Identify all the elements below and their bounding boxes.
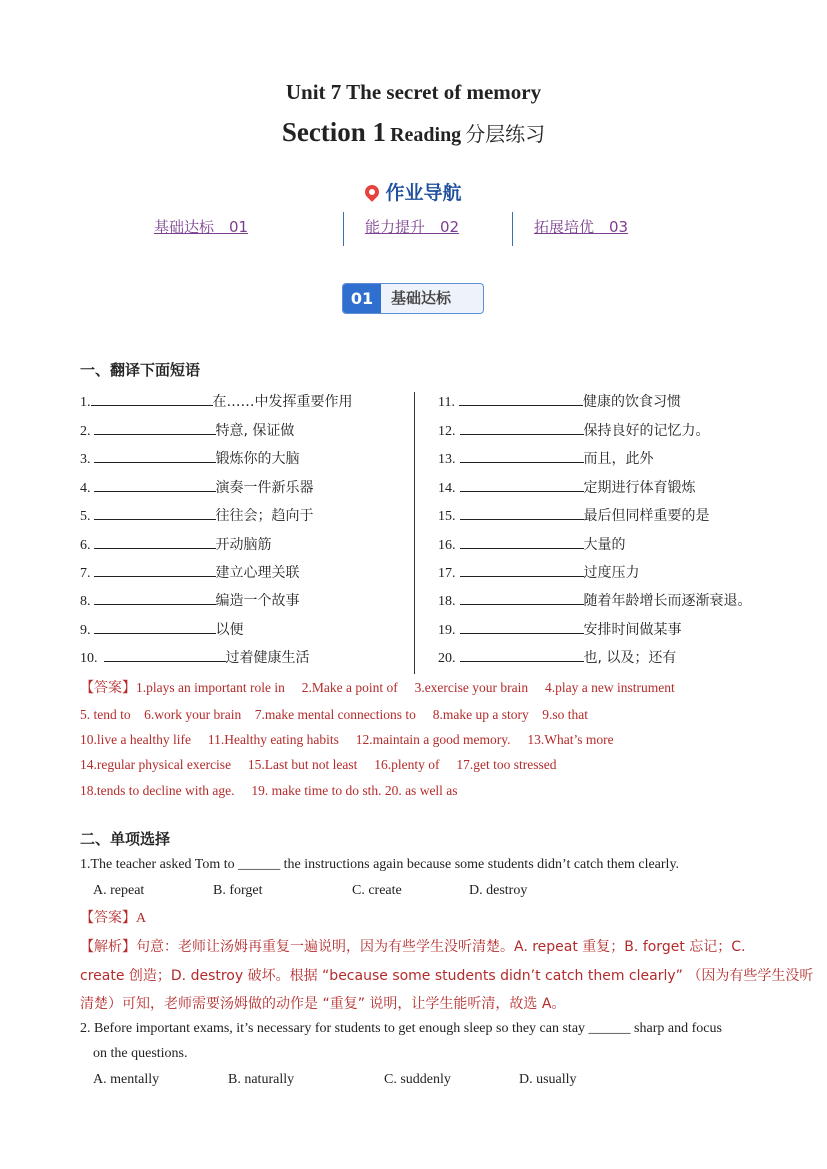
location-pin-icon xyxy=(363,182,383,202)
phrase-item: 18. 随着年龄增长而逐渐衰退。 xyxy=(438,590,752,610)
q1-analysis-line: 清楚）可知，老师需要汤姆做的动作是 “重复” 说明，让学生能听清，故选 A。 xyxy=(80,996,566,1012)
phrase-item: 13. 而且，此外 xyxy=(438,448,654,468)
answer-blank[interactable] xyxy=(94,562,216,577)
phrase-item: 8. 编造一个故事 xyxy=(80,590,300,610)
phrase-item: 5. 往往会；趋向于 xyxy=(80,505,314,525)
nav-divider xyxy=(343,212,344,246)
question-2-stem-cont: on the questions. xyxy=(93,1046,188,1061)
section-number: Section 1 xyxy=(281,117,387,147)
answer-blank[interactable] xyxy=(104,647,226,662)
answer-blank[interactable] xyxy=(94,619,216,634)
answer-line: 【答案】1.plays an important role in 2.Make a point of 3.exercise your brain 4.play a new instrument xyxy=(80,680,675,696)
answer-line: 5. tend to 6.work your brain 7.make mental connections to 8.make up a story 9.so that xyxy=(80,707,589,722)
analysis-tag: 【解析】 xyxy=(80,939,136,955)
answer-blank[interactable] xyxy=(94,505,216,520)
answer-blank[interactable] xyxy=(460,505,584,520)
part1-heading: 一、翻译下面短语 xyxy=(80,361,201,379)
answer-line: 10.live a healthy life 11.Healthy eating habits 12.maintain a good memory. 13.What’s more xyxy=(80,732,614,747)
phrase-item: 2. 特意, 保证做 xyxy=(80,420,294,440)
answer-blank[interactable] xyxy=(94,534,216,549)
answer-blank[interactable] xyxy=(460,534,584,549)
section-badge xyxy=(342,283,484,314)
answer-blank[interactable] xyxy=(94,420,216,435)
nav-divider xyxy=(512,212,513,246)
q1-answer: 【答案】A xyxy=(80,910,147,926)
phrase-item: 4. 演奏一件新乐器 xyxy=(80,477,314,497)
answer-blank[interactable] xyxy=(460,420,584,435)
answer-blank[interactable] xyxy=(94,448,216,463)
answer-blank[interactable] xyxy=(460,590,584,605)
column-divider xyxy=(414,392,415,674)
answer-blank[interactable] xyxy=(91,391,213,406)
phrase-item: 10. 过着健康生活 xyxy=(80,647,310,667)
section-reading: Reading xyxy=(390,124,462,146)
answer-blank[interactable] xyxy=(94,477,216,492)
nav-link-basic[interactable]: 基础达标 01 xyxy=(154,218,249,236)
q2-option-c[interactable]: C. suddenly xyxy=(384,1072,451,1087)
badge-label: 基础达标 xyxy=(391,289,452,307)
section-title xyxy=(0,117,827,148)
answer-tag: 【答案】 xyxy=(80,910,136,926)
unit-title: Unit 7 The secret of memory xyxy=(285,80,542,104)
badge-number: 01 xyxy=(343,284,381,313)
phrase-item: 14. 定期进行体育锻炼 xyxy=(438,477,696,497)
phrase-item: 15. 最后但同样重要的是 xyxy=(438,505,710,525)
section-subtitle: 分层练习 xyxy=(465,122,546,146)
phrase-item: 9. 以便 xyxy=(80,619,244,639)
answer-blank[interactable] xyxy=(460,448,584,463)
phrase-item: 11. 健康的饮食习惯 xyxy=(438,391,681,411)
answer-blank[interactable] xyxy=(94,590,216,605)
q1-option-c[interactable]: C. create xyxy=(352,883,402,898)
answer-blank[interactable] xyxy=(460,477,584,492)
phrase-item: 6. 开动脑筋 xyxy=(80,534,272,554)
q2-option-a[interactable]: A. mentally xyxy=(93,1072,160,1087)
answer-blank[interactable] xyxy=(459,391,583,406)
phrase-item: 19. 安排时间做某事 xyxy=(438,619,682,639)
homework-nav-title: 作业导航 xyxy=(0,178,827,205)
question-1-stem: 1.The teacher asked Tom to ______ the instructions again because some students didn’t catch them clearly. xyxy=(80,857,680,872)
nav-link-ability[interactable]: 能力提升 02 xyxy=(365,218,460,236)
answer-blank[interactable] xyxy=(460,619,584,634)
part2-heading: 二、单项选择 xyxy=(80,830,171,848)
phrase-item: 7. 建立心理关联 xyxy=(80,562,300,582)
q2-option-d[interactable]: D. usually xyxy=(519,1072,577,1087)
q1-option-b[interactable]: B. forget xyxy=(213,883,263,898)
q1-analysis-line: create 创造；D. destroy 破坏。根据 “because some students didn’t catch them clearly” （因为有些学生没听 xyxy=(80,968,814,984)
phrase-item: 1. 在……中发挥重要作用 xyxy=(80,391,353,411)
q1-option-a[interactable]: A. repeat xyxy=(93,883,145,898)
q2-option-b[interactable]: B. naturally xyxy=(228,1072,295,1087)
phrase-item: 3. 锻炼你的大脑 xyxy=(80,448,300,468)
q1-option-d[interactable]: D. destroy xyxy=(469,883,528,898)
phrase-item: 12. 保持良好的记忆力。 xyxy=(438,420,710,440)
nav-link-extension[interactable]: 拓展培优 03 xyxy=(534,218,629,236)
answer-blank[interactable] xyxy=(460,562,584,577)
question-2-stem: 2. Before important exams, it’s necessary for students to get enough sleep so they can stay ______ sharp and focus xyxy=(80,1021,722,1036)
phrase-item: 17. 过度压力 xyxy=(438,562,640,582)
answer-line: 18.tends to decline with age. 19. make time to do sth. 20. as well as xyxy=(80,783,458,798)
answer-line: 14.regular physical exercise 15.Last but not least 16.plenty of 17.get too stressed xyxy=(80,757,557,772)
q1-analysis-line: 【解析】句意：老师让汤姆再重复一遍说明，因为有些学生没听清楚。A. repeat 重复；B. forget 忘记；C. xyxy=(80,939,746,955)
answer-tag: 【答案】 xyxy=(80,680,136,696)
phrase-item: 20. 也, 以及；还有 xyxy=(438,647,676,667)
answer-blank[interactable] xyxy=(460,647,584,662)
phrase-item: 16. 大量的 xyxy=(438,534,626,554)
